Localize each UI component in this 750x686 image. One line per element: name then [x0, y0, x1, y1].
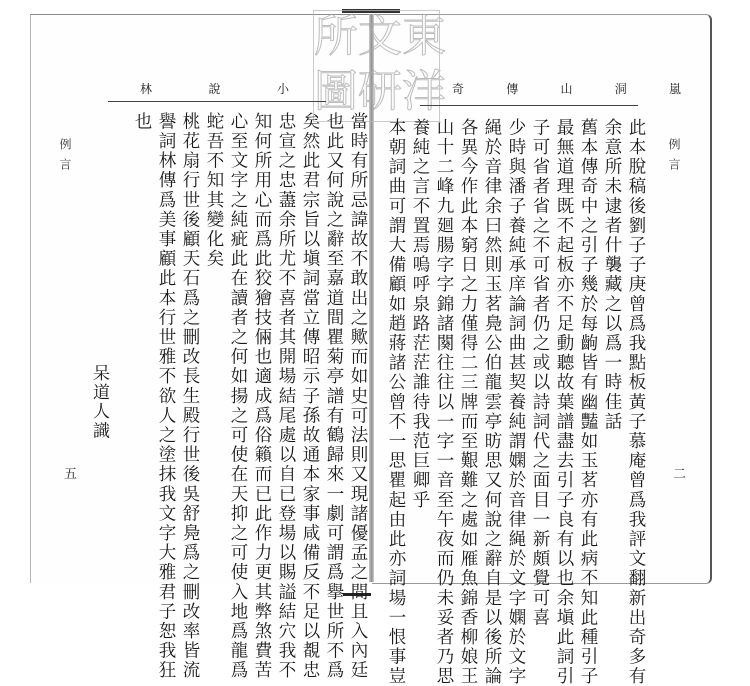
- signature: 呆道人識: [89, 364, 109, 441]
- text-column: 當時有所忌諱故不敢出之歟而如史可法則又現諸優孟之間且入內廷: [348, 112, 368, 681]
- text-column: 各異今作此本窮日之力僅得二三牌而至艱難之處如雁魚錦香柳娘王: [458, 118, 478, 686]
- right-page-number: 二: [673, 467, 687, 482]
- text-column: 此本脫稿後劉子子庚曾爲我點板黃子慕庵曾爲我評文翻新出奇多有: [626, 118, 646, 686]
- text-column: 蛇吾不知其變化矣: [204, 112, 224, 269]
- running-head-char: 小: [276, 82, 290, 96]
- left-margin-label: 例言: [58, 138, 72, 178]
- text-column: 也: [132, 112, 152, 132]
- text-column: 譽詞林傳爲美事顧此本行世雅不欲人之塗抹我文字大雅君子恕我狂: [156, 112, 176, 681]
- right-header-rule: [420, 105, 638, 106]
- text-column: 本朝詞曲可謂大備顧如趙蔣諸公曾不一思瞿起由此亦詞場一恨事豈: [386, 118, 406, 686]
- text-column: 也此又何說之辭至嘉道間瞿菊亭譜有鶴歸來一劇可謂爲擧世所不爲: [324, 112, 344, 681]
- text-column: 養純之言不置焉嗚呼泉路茫茫誰待我范巨卿乎: [410, 118, 430, 510]
- running-head-char: 林: [140, 82, 154, 96]
- running-head-char: 山: [560, 82, 574, 96]
- text-column: 舊本傳奇中之引子幾於每齣皆有幽豔如玉茗亦有此病不知此種引子: [578, 118, 598, 686]
- text-column: 山十二峰九廻腸字字錦諸闋往往以一字一音至午夜而仍未妥者乃思: [434, 118, 454, 686]
- text-column: 最無道理既不起板亦不足動聽故葉譜盡去引子良有以也余塡此詞引: [554, 118, 574, 686]
- left-header-rule: [108, 101, 326, 102]
- left-text-columns: [108, 112, 370, 680]
- running-head-char: 洞: [614, 82, 628, 96]
- left-page-number: 五: [64, 467, 78, 482]
- text-column: 矣然此君宗旨以塡詞當立傳昭示子孫故通本家事咸備反不足以覩忠: [300, 112, 320, 681]
- running-head-char: 奇: [452, 82, 466, 96]
- gutter-mark-top: [342, 9, 400, 13]
- left-running-head: [140, 80, 290, 97]
- right-margin-label: 例言: [667, 138, 681, 178]
- text-column: 忠宣之忠藎余所尤不喜者其開場結尾處以自已登場以賜謚結穴我不: [276, 112, 296, 681]
- text-column: 少時與潘子養純承庠論詞曲甚契養純謂嫻於音律䋲於文字嫻於文字: [506, 118, 526, 686]
- text-column: 子可省者省之不可省者仍之或以詩詞代之面目一新頗覺可喜: [530, 118, 550, 628]
- running-head-char: 說: [208, 82, 222, 96]
- right-running-head: [452, 80, 682, 97]
- text-column: 余意所未逮者什襲藏之以爲一時佳話: [602, 118, 622, 432]
- text-column: 桃花扇行世後顧天石爲之刪改長生殿行世後吳舒鳧爲之刪改率皆流: [180, 112, 200, 681]
- right-text-columns: [376, 118, 648, 686]
- text-column: 心至文字之純疵此在讀者之何如揚之可使在天抑之可使入地爲龍爲: [228, 112, 248, 681]
- running-head-char: 嵐: [668, 82, 682, 96]
- text-column: 䋲於音律余曰然則玉茗鳧公伯龍雲亭昉思又何說之辭自是以後所論: [482, 118, 502, 686]
- running-head-char: 傳: [506, 82, 520, 96]
- text-column: 知何所用心而爲此狡獪技倆也適成爲俗籟而已此作力更其弊煞費苦: [252, 112, 272, 681]
